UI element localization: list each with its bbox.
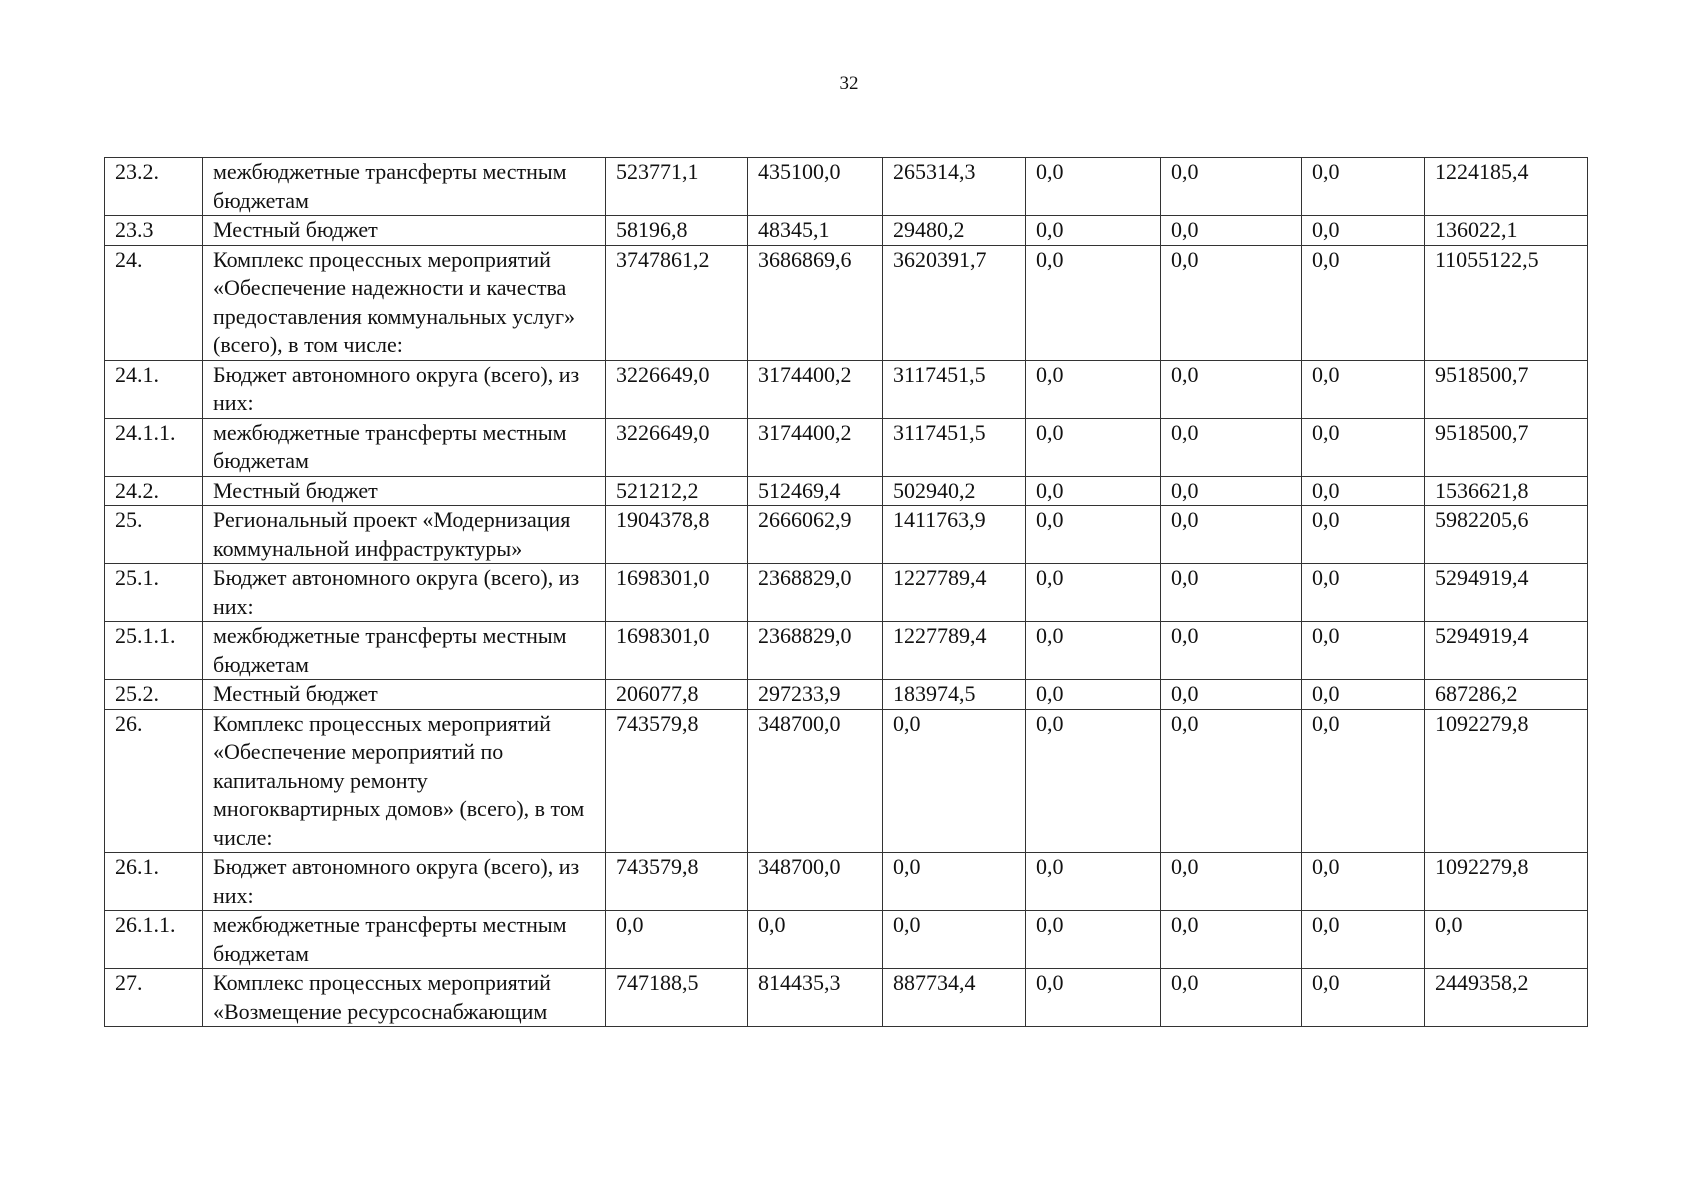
value-cell-5: 0,0 [1161, 476, 1302, 506]
value-cell-3: 3117451,5 [883, 418, 1026, 476]
value-cell-6: 0,0 [1302, 564, 1425, 622]
table-row [105, 216, 1588, 246]
value-cell-4: 0,0 [1026, 360, 1161, 418]
value-cell-4: 0,0 [1026, 622, 1161, 680]
value-cell-2: 814435,3 [748, 969, 883, 1027]
value-cell-3: 1227789,4 [883, 622, 1026, 680]
value-cell-5: 0,0 [1161, 969, 1302, 1027]
table-row [105, 506, 1588, 564]
row-number-cell: 24.2. [105, 476, 203, 506]
value-cell-1: 3226649,0 [606, 418, 748, 476]
value-cell-2: 3686869,6 [748, 245, 883, 360]
value-cell-6: 0,0 [1302, 360, 1425, 418]
value-cell-1: 743579,8 [606, 853, 748, 911]
row-number-cell: 26.1.1. [105, 911, 203, 969]
value-cell-5: 0,0 [1161, 680, 1302, 710]
value-cell-6: 0,0 [1302, 476, 1425, 506]
budget-table-body [105, 158, 1588, 1027]
value-cell-3: 29480,2 [883, 216, 1026, 246]
total-cell: 5294919,4 [1425, 564, 1588, 622]
value-cell-3: 0,0 [883, 709, 1026, 853]
value-cell-2: 0,0 [748, 911, 883, 969]
value-cell-5: 0,0 [1161, 506, 1302, 564]
row-number-cell: 23.3 [105, 216, 203, 246]
value-cell-2: 2368829,0 [748, 622, 883, 680]
total-cell: 136022,1 [1425, 216, 1588, 246]
row-number-cell: 25. [105, 506, 203, 564]
value-cell-3: 1411763,9 [883, 506, 1026, 564]
value-cell-4: 0,0 [1026, 216, 1161, 246]
value-cell-2: 2666062,9 [748, 506, 883, 564]
value-cell-1: 523771,1 [606, 158, 748, 216]
budget-table [104, 157, 1588, 1027]
value-cell-4: 0,0 [1026, 418, 1161, 476]
value-cell-2: 3174400,2 [748, 360, 883, 418]
value-cell-3: 183974,5 [883, 680, 1026, 710]
value-cell-1: 1698301,0 [606, 564, 748, 622]
total-cell: 1536621,8 [1425, 476, 1588, 506]
row-number-cell: 23.2. [105, 158, 203, 216]
value-cell-6: 0,0 [1302, 245, 1425, 360]
value-cell-4: 0,0 [1026, 245, 1161, 360]
row-name-cell: Бюджет автономного округа (всего), из них: [203, 853, 606, 911]
value-cell-6: 0,0 [1302, 969, 1425, 1027]
value-cell-4: 0,0 [1026, 506, 1161, 564]
row-name-cell: межбюджетные трансферты местным бюджетам [203, 911, 606, 969]
value-cell-6: 0,0 [1302, 216, 1425, 246]
total-cell: 11055122,5 [1425, 245, 1588, 360]
value-cell-5: 0,0 [1161, 216, 1302, 246]
row-number-cell: 27. [105, 969, 203, 1027]
row-name-cell: Местный бюджет [203, 680, 606, 710]
value-cell-3: 0,0 [883, 911, 1026, 969]
value-cell-1: 206077,8 [606, 680, 748, 710]
value-cell-3: 887734,4 [883, 969, 1026, 1027]
value-cell-5: 0,0 [1161, 245, 1302, 360]
total-cell: 1092279,8 [1425, 709, 1588, 853]
value-cell-2: 297233,9 [748, 680, 883, 710]
value-cell-5: 0,0 [1161, 564, 1302, 622]
row-number-cell: 26.1. [105, 853, 203, 911]
table-row [105, 709, 1588, 853]
value-cell-4: 0,0 [1026, 680, 1161, 710]
table-row [105, 564, 1588, 622]
value-cell-2: 348700,0 [748, 853, 883, 911]
row-number-cell: 24. [105, 245, 203, 360]
value-cell-5: 0,0 [1161, 853, 1302, 911]
value-cell-3: 265314,3 [883, 158, 1026, 216]
value-cell-4: 0,0 [1026, 476, 1161, 506]
value-cell-6: 0,0 [1302, 506, 1425, 564]
value-cell-3: 3620391,7 [883, 245, 1026, 360]
total-cell: 9518500,7 [1425, 418, 1588, 476]
value-cell-3: 502940,2 [883, 476, 1026, 506]
value-cell-1: 0,0 [606, 911, 748, 969]
total-cell: 9518500,7 [1425, 360, 1588, 418]
row-name-cell: Местный бюджет [203, 476, 606, 506]
row-name-cell: Бюджет автономного округа (всего), из них: [203, 360, 606, 418]
value-cell-6: 0,0 [1302, 158, 1425, 216]
value-cell-5: 0,0 [1161, 911, 1302, 969]
table-row [105, 360, 1588, 418]
value-cell-3: 3117451,5 [883, 360, 1026, 418]
row-name-cell: Комплекс процессных мероприятий «Обеспечение надежности и качества предоставления коммунальных услуг» (всего), в том числе: [203, 245, 606, 360]
row-number-cell: 25.2. [105, 680, 203, 710]
row-name-cell: межбюджетные трансферты местным бюджетам [203, 622, 606, 680]
total-cell: 5982205,6 [1425, 506, 1588, 564]
total-cell: 2449358,2 [1425, 969, 1588, 1027]
value-cell-4: 0,0 [1026, 709, 1161, 853]
value-cell-6: 0,0 [1302, 622, 1425, 680]
value-cell-6: 0,0 [1302, 853, 1425, 911]
value-cell-1: 3226649,0 [606, 360, 748, 418]
table-row [105, 418, 1588, 476]
value-cell-5: 0,0 [1161, 158, 1302, 216]
value-cell-4: 0,0 [1026, 969, 1161, 1027]
value-cell-1: 743579,8 [606, 709, 748, 853]
value-cell-1: 1904378,8 [606, 506, 748, 564]
row-name-cell: Региональный проект «Модернизация коммунальной инфраструктуры» [203, 506, 606, 564]
value-cell-3: 0,0 [883, 853, 1026, 911]
value-cell-6: 0,0 [1302, 680, 1425, 710]
total-cell: 1224185,4 [1425, 158, 1588, 216]
total-cell: 0,0 [1425, 911, 1588, 969]
value-cell-5: 0,0 [1161, 418, 1302, 476]
total-cell: 1092279,8 [1425, 853, 1588, 911]
total-cell: 687286,2 [1425, 680, 1588, 710]
value-cell-4: 0,0 [1026, 564, 1161, 622]
row-name-cell: Комплекс процессных мероприятий «Возмещение ресурсоснабжающим [203, 969, 606, 1027]
value-cell-1: 1698301,0 [606, 622, 748, 680]
value-cell-2: 348700,0 [748, 709, 883, 853]
row-name-cell: межбюджетные трансферты местным бюджетам [203, 418, 606, 476]
value-cell-1: 3747861,2 [606, 245, 748, 360]
row-name-cell: Бюджет автономного округа (всего), из них: [203, 564, 606, 622]
value-cell-4: 0,0 [1026, 158, 1161, 216]
table-row [105, 245, 1588, 360]
value-cell-5: 0,0 [1161, 709, 1302, 853]
total-cell: 5294919,4 [1425, 622, 1588, 680]
row-number-cell: 25.1. [105, 564, 203, 622]
value-cell-2: 512469,4 [748, 476, 883, 506]
value-cell-4: 0,0 [1026, 853, 1161, 911]
table-row [105, 680, 1588, 710]
page-number: 32 [839, 73, 859, 94]
row-number-cell: 24.1.1. [105, 418, 203, 476]
value-cell-3: 1227789,4 [883, 564, 1026, 622]
value-cell-6: 0,0 [1302, 418, 1425, 476]
table-row [105, 622, 1588, 680]
value-cell-2: 2368829,0 [748, 564, 883, 622]
value-cell-2: 435100,0 [748, 158, 883, 216]
value-cell-2: 3174400,2 [748, 418, 883, 476]
table-row [105, 158, 1588, 216]
table-row [105, 911, 1588, 969]
value-cell-5: 0,0 [1161, 360, 1302, 418]
value-cell-1: 521212,2 [606, 476, 748, 506]
row-name-cell: Местный бюджет [203, 216, 606, 246]
row-number-cell: 25.1.1. [105, 622, 203, 680]
value-cell-4: 0,0 [1026, 911, 1161, 969]
value-cell-2: 48345,1 [748, 216, 883, 246]
value-cell-5: 0,0 [1161, 622, 1302, 680]
value-cell-6: 0,0 [1302, 709, 1425, 853]
row-name-cell: Комплекс процессных мероприятий «Обеспечение мероприятий по капитальному ремонту многоквартирных домов» (всего), в том числе: [203, 709, 606, 853]
table-row [105, 476, 1588, 506]
table-row [105, 853, 1588, 911]
value-cell-6: 0,0 [1302, 911, 1425, 969]
row-number-cell: 26. [105, 709, 203, 853]
row-number-cell: 24.1. [105, 360, 203, 418]
value-cell-1: 747188,5 [606, 969, 748, 1027]
value-cell-1: 58196,8 [606, 216, 748, 246]
row-name-cell: межбюджетные трансферты местным бюджетам [203, 158, 606, 216]
table-row [105, 969, 1588, 1027]
